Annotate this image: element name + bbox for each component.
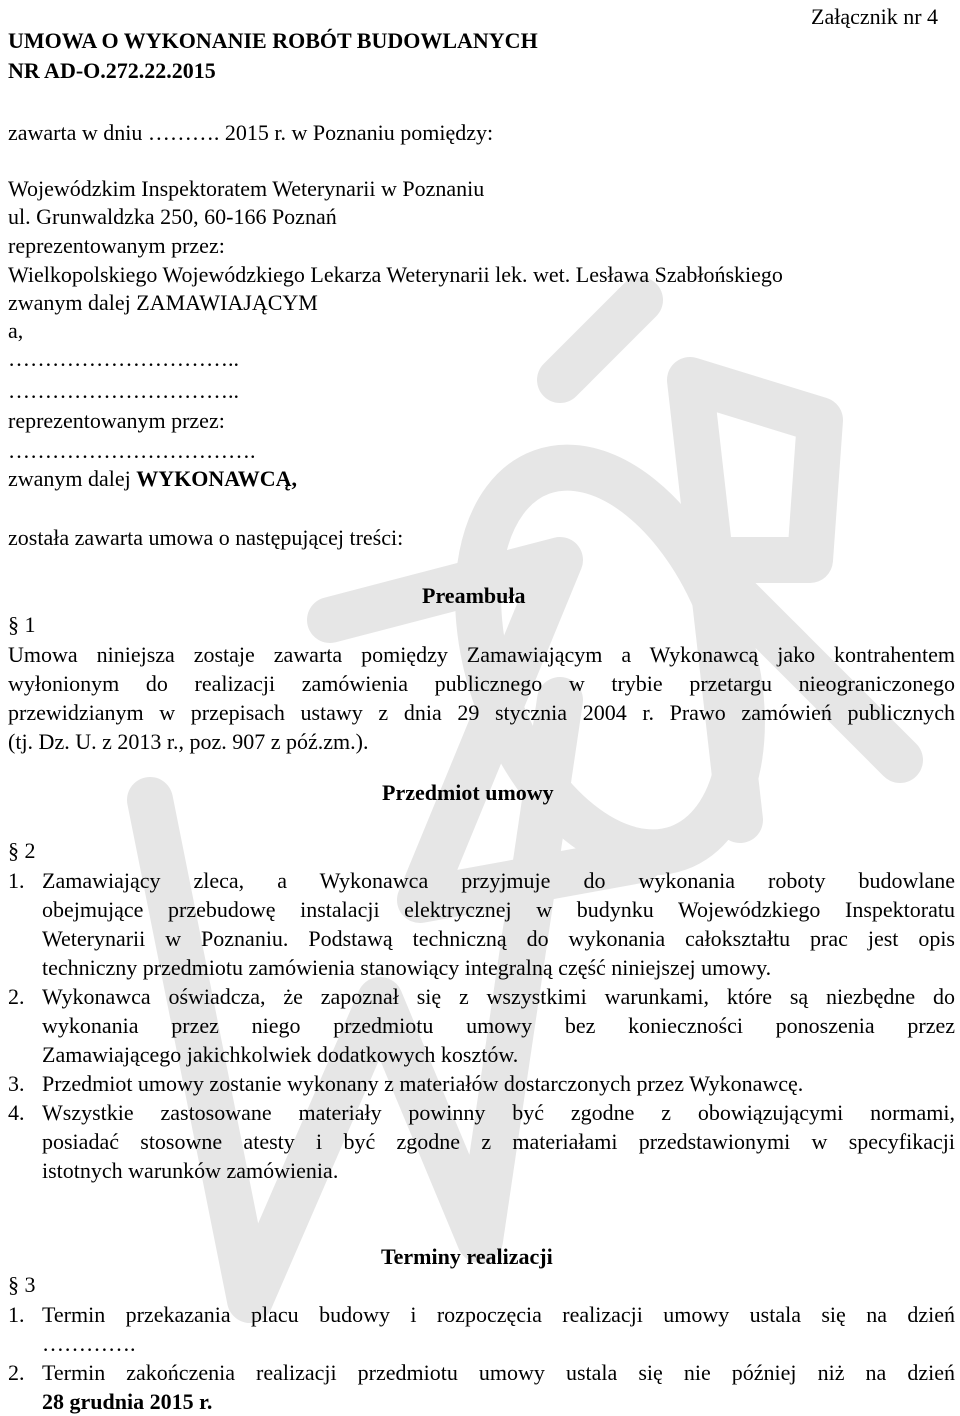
terms-heading: Terminy realizacji	[381, 1244, 553, 1269]
preamble-line: Umowa niniejsza zostaje zawarta pomiędzy Zamawiającym a Wykonawcą jako kontrahentem	[8, 642, 955, 667]
preamble-line: (tj. Dz. U. z 2013 r., poz. 907 z póź.zm.).	[8, 729, 369, 754]
section-1-label: § 1	[8, 612, 36, 637]
subject-item-number: 2.	[8, 984, 25, 1009]
contractor-representative-placeholder: …………………………….	[8, 438, 256, 463]
represented-by-label-2: reprezentowanym przez:	[8, 408, 225, 433]
subject-item-2: Wykonawca oświadcza, że zapoznał się z wszystkimi warunkami, które są niezbędne do wykonania przez niego przedmiotu umowy bez konieczności ponoszenia przez Zamawiającego jakichkolwiek dodatkowych kosztów.	[42, 984, 955, 1067]
terms-item-number: 1.	[8, 1302, 25, 1327]
preamble-line: wyłonionym do realizacji zamówienia publicznego w trybie przetargu nieograniczonego	[8, 671, 955, 696]
subject-item-3: Przedmiot umowy zostanie wykonany z materiałów dostarczonych przez Wykonawcę.	[42, 1071, 804, 1096]
section-2-label: § 2	[8, 838, 36, 863]
and-label: a,	[8, 318, 24, 343]
terms-item-2: Termin zakończenia realizacji przedmiotu umowy ustala się nie później niż na dzień 28 grudnia 2015 r.	[42, 1360, 955, 1414]
preamble-line: przewidzianym w przepisach ustawy z dnia 29 stycznia 2004 r. Prawo zamówień publicznych	[8, 700, 955, 725]
attachment-label: Załącznik nr 4	[811, 4, 939, 29]
completion-date: 28 grudnia 2015 r.	[42, 1389, 213, 1414]
preamble-text	[8, 640, 955, 756]
subject-item-4: Wszystkie zastosowane materiały powinny być zgodne z obowiązującymi normami, posiadać stosowne atesty i być zgodne z materiałami przedstawionymi w specyfikacji istotnych warunków zamówienia.	[42, 1100, 955, 1183]
contractor-role: zwanym dalej WYKONAWCĄ,	[8, 466, 298, 491]
contractor-address-placeholder: …………………………..	[8, 378, 239, 403]
ordering-party-address: ul. Grunwaldzka 250, 60-166 Poznań	[8, 204, 337, 229]
ordering-party-role: zwanym dalej ZAMAWIAJĄCYM	[8, 290, 318, 315]
subject-item-1: Zamawiający zleca, a Wykonawca przyjmuje do wykonania roboty budowlane obejmujące przebudowę instalacji elektrycznej w budynku Wojewódzkiego Inspektoratu Weterynarii w Poznaniu. Podstawą techniczną do wykonania całokształtu prac jest opis techniczny przedmiotu zamówienia stanowiący integralną część niniejszej umowy.	[42, 868, 955, 980]
preamble-heading: Preambuła	[422, 583, 526, 608]
role-zamawiajacy: ZAMAWIAJĄCYM	[136, 290, 318, 315]
ordering-party-name: Wojewódzkim Inspektoratem Weterynarii w Poznaniu	[8, 176, 485, 201]
section-3-label: § 3	[8, 1272, 36, 1297]
represented-by-label: reprezentowanym przez:	[8, 233, 225, 258]
subject-heading: Przedmiot umowy	[382, 780, 554, 805]
contractor-name-placeholder: …………………………..	[8, 346, 239, 371]
subject-item-number: 4.	[8, 1100, 25, 1125]
terms-item-1: Termin przekazania placu budowy i rozpoczęcia realizacji umowy ustala się na dzień ………….	[42, 1302, 955, 1356]
intro-line: została zawarta umowa o następującej treści:	[8, 525, 404, 550]
contract-title: UMOWA O WYKONANIE ROBÓT BUDOWLANYCH	[8, 28, 538, 53]
role-wykonawca: WYKONAWCĄ,	[136, 466, 298, 491]
representative-name: Wielkopolskiego Wojewódzkiego Lekarza Weterynarii lek. wet. Lesława Szabłońskiego	[8, 262, 783, 287]
contract-number: NR AD-O.272.22.2015	[8, 58, 216, 83]
subject-item-number: 1.	[8, 868, 25, 893]
terms-item-number: 2.	[8, 1360, 25, 1385]
concluded-line: zawarta w dniu ………. 2015 r. w Poznaniu pomiędzy:	[8, 120, 494, 145]
subject-item-number: 3.	[8, 1071, 25, 1096]
